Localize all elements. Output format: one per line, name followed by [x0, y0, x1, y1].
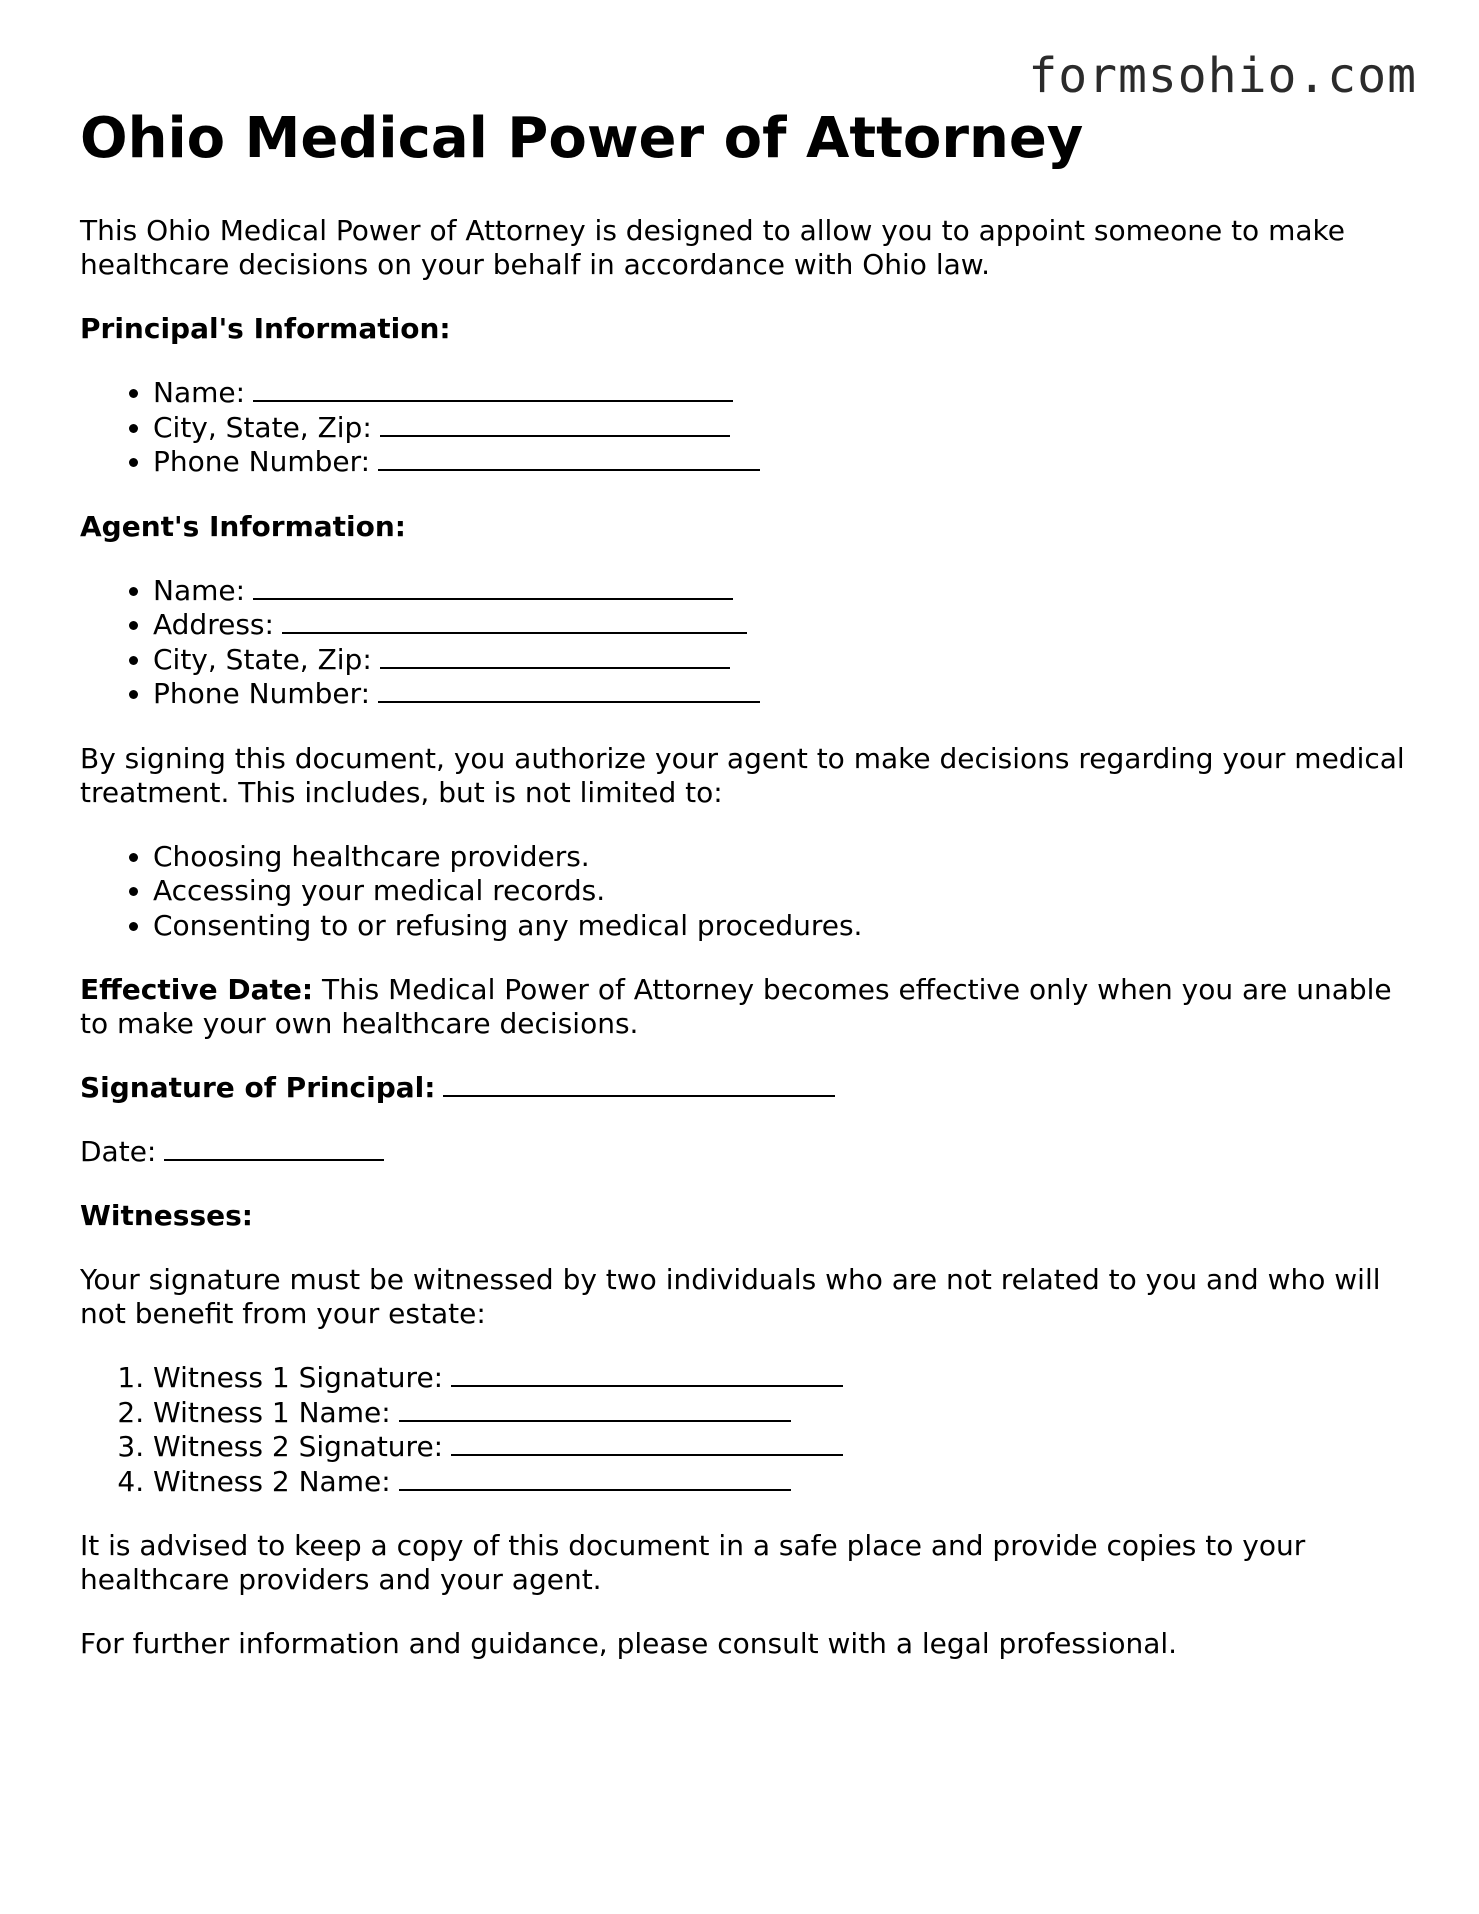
principal-signature-blank[interactable] [443, 1071, 835, 1097]
signature-label: Signature of Principal: [80, 1071, 436, 1104]
date-blank[interactable] [164, 1135, 384, 1161]
list-item: • Accessing your medical records. [153, 874, 1410, 909]
principal-city-field [153, 411, 1410, 446]
field-label: City, State, Zip: [153, 410, 372, 444]
authorization-list [80, 840, 1410, 944]
principal-city-blank[interactable] [380, 411, 730, 437]
witness-2-name-field [153, 1465, 1410, 1500]
principal-name-field [153, 376, 1410, 411]
field-label: City, State, Zip: [153, 642, 372, 676]
agent-fields-list [80, 574, 1410, 712]
field-label: Witness 2 Signature: [153, 1430, 444, 1463]
witness-2-name-blank[interactable] [399, 1465, 791, 1491]
principal-fields-list [80, 376, 1410, 480]
field-label: Witness 2 Name: [153, 1464, 391, 1498]
agent-name-field [153, 574, 1410, 609]
further-info-paragraph: For further information and guidance, please consult with a legal professional. [80, 1627, 1178, 1660]
agent-phone-blank[interactable] [378, 677, 760, 703]
agent-heading: Agent's Information: [80, 509, 407, 543]
witness-1-signature-blank[interactable] [451, 1361, 843, 1387]
witnesses-paragraph: Your signature must be witnessed by two individuals who are not related to you and who will not benefit from your estate: [80, 1263, 1381, 1330]
field-label: Witness 1 Name: [153, 1395, 391, 1429]
field-label: Phone Number: [153, 445, 371, 478]
effective-date-label: Effective Date: [80, 973, 314, 1006]
witness-1-signature-field [153, 1361, 1410, 1396]
witnesses-list [80, 1361, 1410, 1499]
intro-paragraph: This Ohio Medical Power of Attorney is designed to allow you to appoint someone to make healthcare decisions on your behalf in accordance with Ohio law. [80, 214, 1345, 281]
effective-date-text: This Medical Power of Attorney becomes effective only when you are unable to make your own healthcare decisions. [80, 973, 1392, 1040]
principal-signature-line [80, 1071, 1410, 1105]
agent-city-blank[interactable] [380, 643, 730, 669]
authorization-paragraph: By signing this document, you authorize your agent to make decisions regarding your medical treatment. This includes, but is not limited to: [80, 741, 1405, 809]
principal-name-blank[interactable] [253, 376, 733, 402]
document-title: Ohio Medical Power of Attorney [80, 106, 1084, 171]
principal-heading: Principal's Information: [80, 312, 451, 345]
advice-paragraph: It is advised to keep a copy of this document in a safe place and provide copies to your healthcare providers and your agent. [80, 1529, 1306, 1596]
effective-date-paragraph [80, 973, 1410, 1041]
agent-address-blank[interactable] [282, 608, 747, 634]
list-item: • Consenting to or refusing any medical procedures. [153, 909, 1410, 944]
document-body [80, 0, 1410, 1661]
field-label: Address: [153, 608, 274, 641]
principal-phone-blank[interactable] [378, 445, 760, 471]
field-label: Name: [153, 376, 246, 409]
witness-2-signature-blank[interactable] [451, 1430, 843, 1456]
principal-phone-field [153, 445, 1410, 480]
field-label: Name: [153, 573, 246, 607]
witnesses-heading: Witnesses: [80, 1199, 253, 1232]
agent-name-blank[interactable] [253, 574, 733, 600]
site-watermark: formsohio.com [1028, 48, 1417, 104]
agent-phone-field [153, 677, 1410, 712]
witness-1-name-blank[interactable] [399, 1396, 791, 1422]
agent-city-field [153, 643, 1410, 678]
field-label: Witness 1 Signature: [153, 1361, 444, 1394]
witness-2-signature-field [153, 1430, 1410, 1465]
witness-1-name-field [153, 1396, 1410, 1431]
list-item: • Choosing healthcare providers. [153, 840, 1410, 875]
date-line [80, 1135, 1410, 1169]
agent-address-field [153, 608, 1410, 643]
date-label: Date: [80, 1135, 157, 1168]
field-label: Phone Number: [153, 677, 371, 710]
